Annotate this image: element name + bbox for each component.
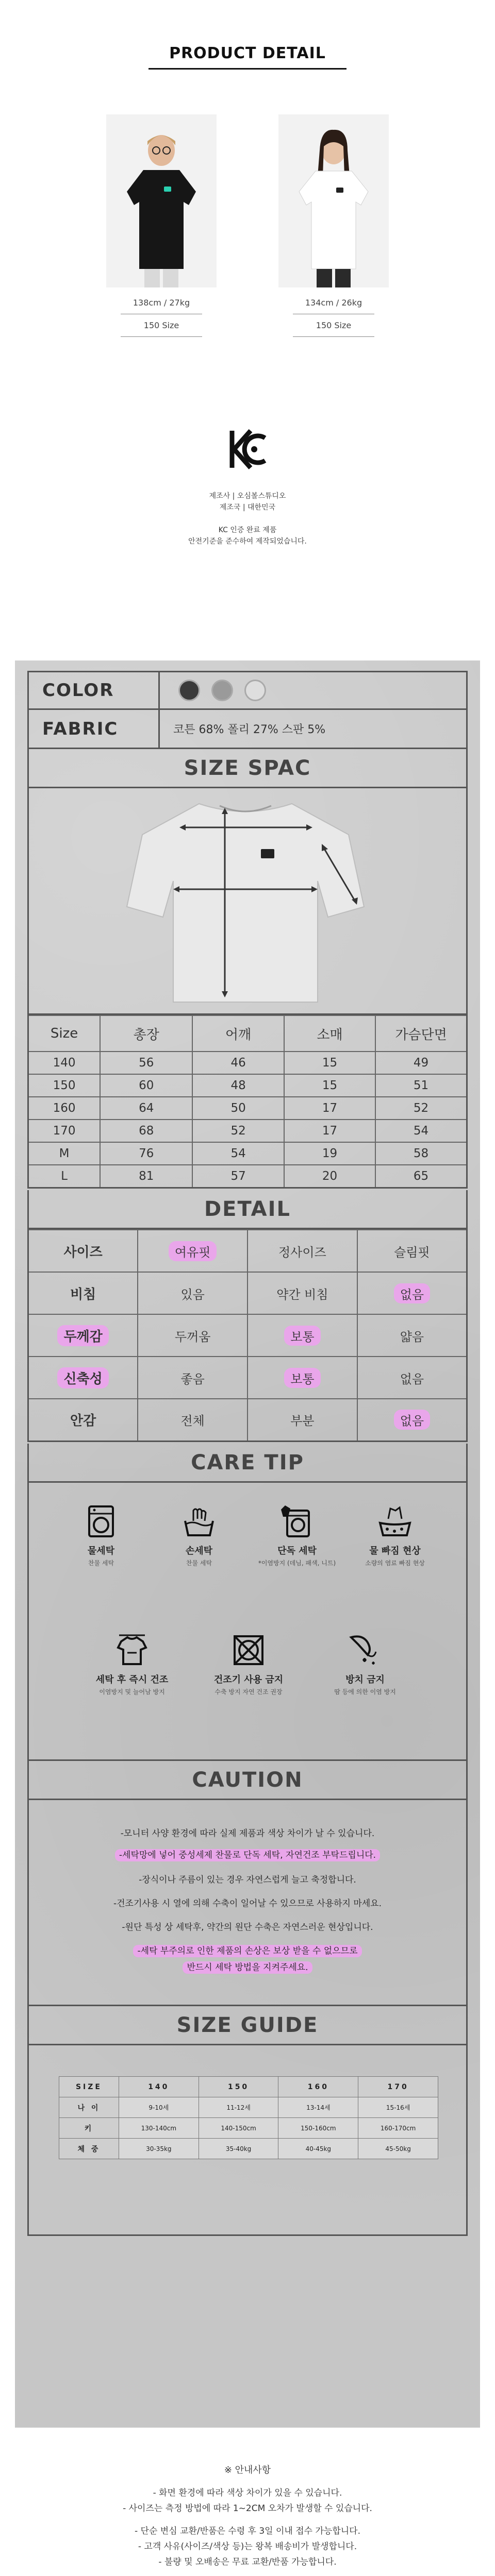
- model-photo-black-tee: [106, 114, 217, 287]
- table-cell: 54: [192, 1142, 284, 1165]
- dry-shirt-icon: [114, 1632, 150, 1668]
- table-cell: 15: [284, 1074, 375, 1097]
- table-header-row: [28, 1015, 467, 1052]
- table-cell: 56: [100, 1052, 192, 1074]
- table-cell: 30-35kg: [119, 2139, 199, 2159]
- maker-company: 제조사 | 오심볼스튜디오: [209, 492, 286, 500]
- care-tip-heading: CARE TIP: [27, 1444, 468, 1483]
- detail-option-selected: 없음: [394, 1410, 430, 1430]
- table-cell: 35-40kg: [199, 2139, 278, 2159]
- caution-line-highlight: [29, 1848, 466, 1860]
- detail-option: 없음: [357, 1357, 467, 1399]
- care-item-sub: 찬물 세탁: [88, 1560, 114, 1567]
- table-cell: 체 중: [59, 2139, 119, 2159]
- table-cell: 15: [284, 1052, 375, 1074]
- table-cell: 52: [192, 1120, 284, 1142]
- table-cell: 65: [375, 1165, 467, 1188]
- table-cell: 40-45kg: [278, 2139, 358, 2159]
- notice-line: - 불량 및 오배송은 무료 교환/반품 가능합니다.: [158, 2557, 337, 2567]
- care-item-no-leaving: [314, 1632, 417, 1697]
- table-header-row: [59, 2077, 438, 2097]
- detail-option: 있음: [138, 1272, 248, 1314]
- table-cell: 170: [28, 1120, 101, 1142]
- table-cell: 81: [100, 1165, 192, 1188]
- table-header: 어깨: [192, 1015, 284, 1052]
- fabric-label: FABRIC: [29, 710, 160, 748]
- color-swatch-white[interactable]: [244, 680, 266, 701]
- notice-title: ※ 안내사항: [224, 2465, 271, 2476]
- care-item-hand-wash: [147, 1503, 251, 1568]
- table-cell: 키: [59, 2118, 119, 2139]
- product-info-board: [15, 660, 480, 2428]
- color-swatch-grey[interactable]: [211, 680, 233, 701]
- detail-option: [357, 1272, 467, 1314]
- table-cell: 17: [284, 1120, 375, 1142]
- detail-option-selected: 보통: [284, 1368, 320, 1388]
- detail-label-highlight: 신축성: [57, 1367, 108, 1388]
- detail-row-sheer: [28, 1272, 467, 1314]
- care-item-title: 방치 금지: [345, 1674, 385, 1685]
- detail-option: 정사이즈: [248, 1230, 357, 1272]
- no-dryer-icon: [230, 1632, 267, 1668]
- caution-line-highlight: [29, 1960, 466, 1973]
- table-cell: 52: [375, 1097, 467, 1120]
- detail-option: [138, 1230, 248, 1272]
- table-cell: 76: [100, 1142, 192, 1165]
- caution-panel: [27, 1800, 468, 2006]
- caution-line: -장식이나 주름이 있는 경우 자연스럽게 늘고 축정합니다.: [139, 1875, 356, 1885]
- table-cell: 50: [192, 1097, 284, 1120]
- table-cell: 15-16세: [358, 2097, 438, 2118]
- kc-certification-icon: [222, 423, 273, 475]
- care-item-machine-wash: [50, 1503, 153, 1568]
- model-info-right: [278, 298, 389, 337]
- size-spec-table: [27, 1015, 468, 1189]
- care-item-sub: 이염방지 및 늘어남 방지: [99, 1688, 165, 1696]
- table-cell: 64: [100, 1097, 192, 1120]
- color-label: COLOR: [29, 672, 160, 708]
- table-cell: 49: [375, 1052, 467, 1074]
- title-underline: [148, 68, 346, 70]
- washing-machine-icon: [83, 1503, 119, 1539]
- care-item-title: 물 빠짐 현상: [369, 1546, 421, 1556]
- detail-option: 얇음: [357, 1314, 467, 1357]
- tshirt-measure-diagram: [122, 799, 369, 1005]
- table-cell: 20: [284, 1165, 375, 1188]
- caution-highlight-text: -세탁망에 넣어 중성세제 찬물로 단독 세탁, 자연건조 부탁드립니다.: [115, 1849, 380, 1861]
- detail-row-lining: [28, 1399, 467, 1441]
- table-header: 소매: [284, 1015, 375, 1052]
- caution-highlight-text: -세탁 부주의로 인한 제품의 손상은 보상 받을 수 없으므로: [133, 1945, 361, 1957]
- table-cell: 13-14세: [278, 2097, 358, 2118]
- detail-option-selected: 없음: [394, 1283, 430, 1303]
- table-cell: 나 이: [59, 2097, 119, 2118]
- manufacturer-info: [0, 490, 495, 513]
- kc-note: [0, 524, 495, 547]
- care-item-sub: 수축 방지 자연 건조 권장: [214, 1688, 283, 1696]
- detail-option-selected: 여유핏: [169, 1241, 217, 1261]
- table-cell: 150-160cm: [278, 2118, 358, 2139]
- notice-line: - 단순 변심 교환/반품은 수령 후 3일 이내 접수 가능합니다.: [135, 2526, 360, 2536]
- detail-option: 좋음: [138, 1357, 248, 1399]
- table-cell: 17: [284, 1097, 375, 1120]
- kc-note-line1: KC 인증 완료 제품: [218, 526, 277, 534]
- table-cell: 9-10세: [119, 2097, 199, 2118]
- size-guide-table: [59, 2076, 438, 2159]
- model-size: 150 Size: [293, 314, 374, 337]
- table-cell: 58: [375, 1142, 467, 1165]
- table-cell: 57: [192, 1165, 284, 1188]
- table-header: 가슴단면: [375, 1015, 467, 1052]
- table-header: 140: [119, 2077, 199, 2097]
- size-spec-heading: SIZE SPAC: [27, 749, 468, 788]
- detail-label-highlight: 두께감: [57, 1325, 108, 1346]
- size-spec-illustration: [27, 788, 468, 1015]
- table-cell: 48: [192, 1074, 284, 1097]
- notice-line: - 화면 환경에 따라 색상 차이가 있을 수 있습니다.: [153, 2488, 342, 2498]
- model-photo-white-tee: [278, 114, 389, 287]
- caution-highlight-text: 반드시 세탁 방법을 지켜주세요.: [183, 1961, 312, 1974]
- fabric-composition: 코튼 68% 폴리 27% 스판 5%: [173, 723, 326, 736]
- detail-label: 비침: [28, 1272, 138, 1314]
- table-cell: 140: [28, 1052, 101, 1074]
- color-swatch-charcoal[interactable]: [178, 680, 200, 701]
- table-cell: 45-50kg: [358, 2139, 438, 2159]
- detail-option: [357, 1399, 467, 1441]
- size-guide-panel: [27, 2045, 468, 2236]
- model-info-left: [106, 298, 217, 337]
- detail-option: 전체: [138, 1399, 248, 1441]
- table-row: [28, 1142, 467, 1165]
- detail-label: 사이즈: [28, 1230, 138, 1272]
- model-height-weight: 134cm / 26kg: [293, 298, 374, 314]
- table-cell: 140-150cm: [199, 2118, 278, 2139]
- table-row: [28, 1074, 467, 1097]
- detail-row-size: [28, 1230, 467, 1272]
- table-row: [59, 2118, 438, 2139]
- model-height-weight: 138cm / 27kg: [121, 298, 202, 314]
- table-cell: M: [28, 1142, 101, 1165]
- detail-option: 두꺼움: [138, 1314, 248, 1357]
- care-item-title: 세탁 후 즉시 건조: [95, 1674, 169, 1685]
- size-guide-heading: SIZE GUIDE: [27, 2006, 468, 2045]
- maker-country: 제조국 | 대한민국: [219, 503, 276, 512]
- table-row: [28, 1097, 467, 1120]
- detail-row-thickness: [28, 1314, 467, 1357]
- separate-wash-icon: [279, 1503, 315, 1539]
- model-size: 150 Size: [121, 314, 202, 337]
- table-cell: 160: [28, 1097, 101, 1120]
- detail-heading: DETAIL: [27, 1190, 468, 1229]
- detail-option: 슬림핏: [357, 1230, 467, 1272]
- table-cell: 19: [284, 1142, 375, 1165]
- table-cell: L: [28, 1165, 101, 1188]
- table-cell: 68: [100, 1120, 192, 1142]
- caution-heading: CAUTION: [27, 1761, 468, 1800]
- table-cell: 130-140cm: [119, 2118, 199, 2139]
- detail-option: [248, 1314, 357, 1357]
- table-header: SIZE: [59, 2077, 119, 2097]
- table-header: 170: [358, 2077, 438, 2097]
- care-item-color-bleed: [343, 1503, 447, 1568]
- care-item-title: 물세탁: [87, 1546, 115, 1556]
- care-item-sub: *이염방지 (데님, 패색, 니트): [258, 1560, 336, 1567]
- detail-option-selected: 보통: [284, 1326, 320, 1346]
- table-header: 150: [199, 2077, 278, 2097]
- color-swatches: [178, 672, 266, 708]
- care-item-sub: 땀 등에 의한 이염 방지: [334, 1688, 396, 1696]
- care-item-title: 손세탁: [185, 1546, 213, 1556]
- kc-note-line2: 안전기준을 준수하여 제작되었습니다.: [188, 537, 307, 546]
- detail-label: [28, 1314, 138, 1357]
- table-cell: 46: [192, 1052, 284, 1074]
- detail-label: 안감: [28, 1399, 138, 1441]
- care-item-sub: 소량의 염료 빠짐 현상: [365, 1560, 425, 1567]
- hand-wash-icon: [181, 1503, 217, 1539]
- notice-group-1: [0, 2485, 495, 2570]
- caution-line: -모니터 사양 환경에 따라 실제 제품과 색상 차이가 날 수 있습니다.: [120, 1828, 375, 1839]
- care-tip-panel: [27, 1483, 468, 1761]
- notice-line: - 사이즈는 측정 방법에 따라 1~2CM 오차가 발생할 수 있습니다.: [123, 2503, 372, 2514]
- table-cell: 160-170cm: [358, 2118, 438, 2139]
- table-row: [59, 2097, 438, 2118]
- care-item-title: 단독 세탁: [277, 1546, 317, 1556]
- table-header: Size: [28, 1015, 101, 1052]
- spacer: [0, 2516, 495, 2523]
- model-image: [106, 114, 217, 287]
- fabric-row: [27, 710, 468, 749]
- detail-table: [27, 1229, 468, 1442]
- table-row: [28, 1165, 467, 1188]
- table-header: 총장: [100, 1015, 192, 1052]
- detail-option: [248, 1357, 357, 1399]
- detail-option: 약간 비침: [248, 1272, 357, 1314]
- detail-option: 부분: [248, 1399, 357, 1441]
- color-row: [27, 671, 468, 710]
- table-row: [28, 1052, 467, 1074]
- care-item-no-dryer: [197, 1632, 300, 1697]
- care-item-dry-immediately: [80, 1632, 184, 1697]
- detail-label: [28, 1357, 138, 1399]
- table-cell: 51: [375, 1074, 467, 1097]
- caution-line-highlight: [29, 1943, 466, 1956]
- caution-line: -원단 특성 상 세탁후, 약간의 원단 수축은 자연스러운 현상입니다.: [122, 1922, 373, 1933]
- table-cell: 150: [28, 1074, 101, 1097]
- care-item-title: 건조기 사용 금지: [213, 1674, 284, 1685]
- table-row: [59, 2139, 438, 2159]
- table-cell: 60: [100, 1074, 192, 1097]
- model-image: [278, 114, 389, 287]
- caution-line: -건조기사용 시 열에 의해 수축이 일어날 수 있으므로 사용하지 마세요.: [113, 1899, 382, 1909]
- no-leaving-icon: [347, 1632, 383, 1668]
- table-header: 160: [278, 2077, 358, 2097]
- notice-line: - 고객 사유(사이즈/색상 등)는 왕복 배송비가 발생합니다.: [138, 2541, 357, 2552]
- detail-row-stretch: [28, 1357, 467, 1399]
- table-cell: 54: [375, 1120, 467, 1142]
- care-item-separate-wash: [245, 1503, 349, 1568]
- table-cell: 11-12세: [199, 2097, 278, 2118]
- color-bleed-icon: [377, 1503, 413, 1539]
- table-row: [28, 1120, 467, 1142]
- care-item-sub: 찬물 세탁: [186, 1560, 212, 1567]
- product-detail-title: PRODUCT DETAIL: [169, 44, 326, 62]
